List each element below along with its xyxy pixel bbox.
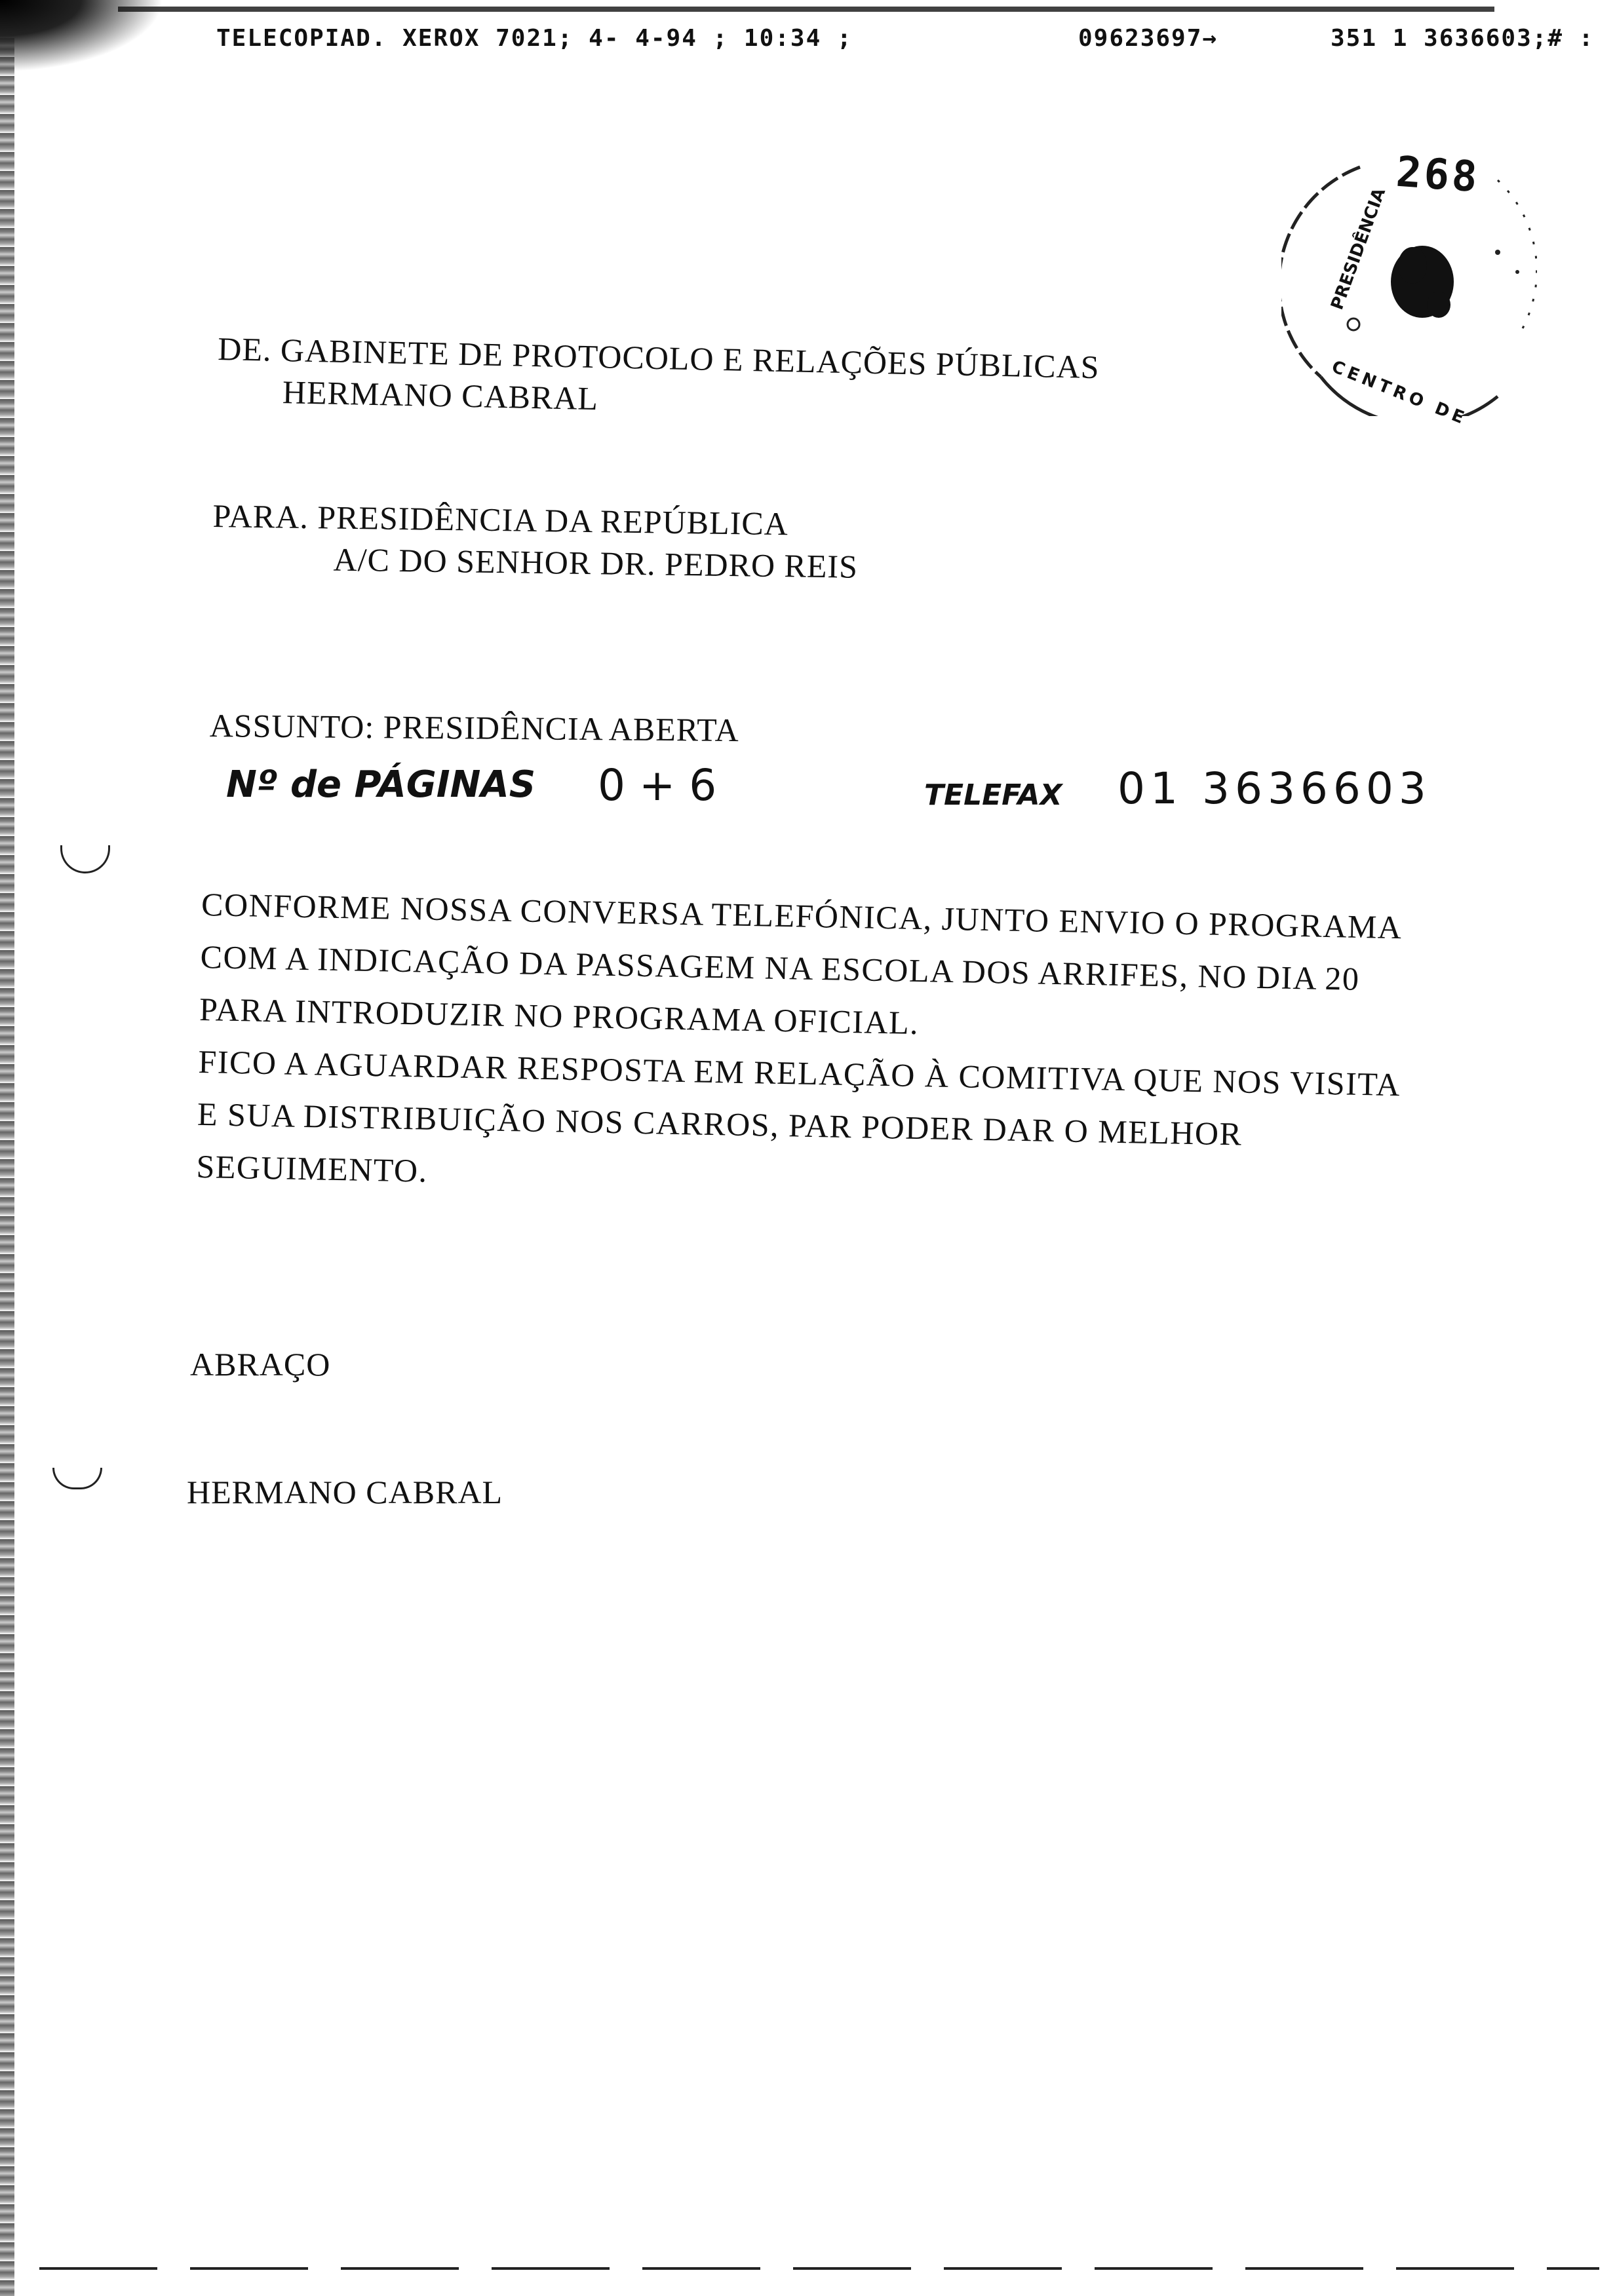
scan-edge-noise xyxy=(0,0,14,2296)
fax-header-sender-number: 09623697→ xyxy=(1078,25,1218,52)
sender-department: DE. GABINETE DE PROTOCOLO E RELAÇÕES PÚBLICAS xyxy=(217,330,1100,386)
body-line: SEGUIMENTO. xyxy=(196,1147,429,1189)
closing-greeting: ABRAÇO xyxy=(190,1346,331,1383)
recipient-attention: A/C DO SENHOR DR. PEDRO REIS xyxy=(333,541,859,585)
signature-name: HERMANO CABRAL xyxy=(187,1474,503,1510)
stamp-ring-text-left: PRESIDÊNCIA xyxy=(1327,185,1390,313)
body-line: CONFORME NOSSA CONVERSA TELEFÓNICA, JUNTO ENVIO O PROGRAMA xyxy=(201,885,1403,946)
handwritten-pages-label: Nº de PÁGINAS xyxy=(226,763,536,806)
body-line: COM A INDICAÇÃO DA PASSAGEM NA ESCOLA DOS ARRIFES, NO DIA 20 xyxy=(200,938,1360,997)
sender-name: HERMANO CABRAL xyxy=(282,373,599,417)
top-scan-rule xyxy=(118,7,1494,12)
recipient-organization: PARA. PRESIDÊNCIA DA REPÚBLICA xyxy=(212,497,789,543)
punch-hole-mark xyxy=(60,845,110,873)
fax-header-device-date: TELECOPIAD. XEROX 7021; 4- 4-94 ; 10:34 ; xyxy=(216,25,853,52)
punch-hole-mark xyxy=(52,1468,102,1489)
message-body xyxy=(196,878,1405,1215)
recipient-block xyxy=(212,495,859,588)
stamp-number: 268 xyxy=(1394,147,1482,202)
body-line: E SUA DISTRIBUIÇÃO NOS CARROS, PAR PODER DAR O MELHOR xyxy=(197,1095,1243,1153)
sender-block xyxy=(216,328,1100,430)
bottom-scan-rule xyxy=(39,2267,1599,2270)
received-stamp xyxy=(1281,141,1537,430)
handwritten-pages-count: 0 + 6 xyxy=(598,760,717,811)
handwritten-telefax-label: TELEFAX xyxy=(924,778,1062,812)
handwritten-telefax-number: 01 3636603 xyxy=(1118,763,1431,814)
body-line: FICO A AGUARDAR RESPOSTA EM RELAÇÃO À COMITIVA QUE NOS VISITA xyxy=(198,1043,1401,1103)
fax-header-recipient-number: 351 1 3636603;# : xyxy=(1331,25,1595,52)
body-line: PARA INTRODUZIR NO PROGRAMA OFICIAL. xyxy=(199,990,920,1042)
subject-line: ASSUNTO: PRESIDÊNCIA ABERTA xyxy=(209,706,740,749)
fax-transmission-header xyxy=(216,25,1599,71)
stamp-ring-text-bottom: CENTRO DE xyxy=(1329,356,1471,430)
